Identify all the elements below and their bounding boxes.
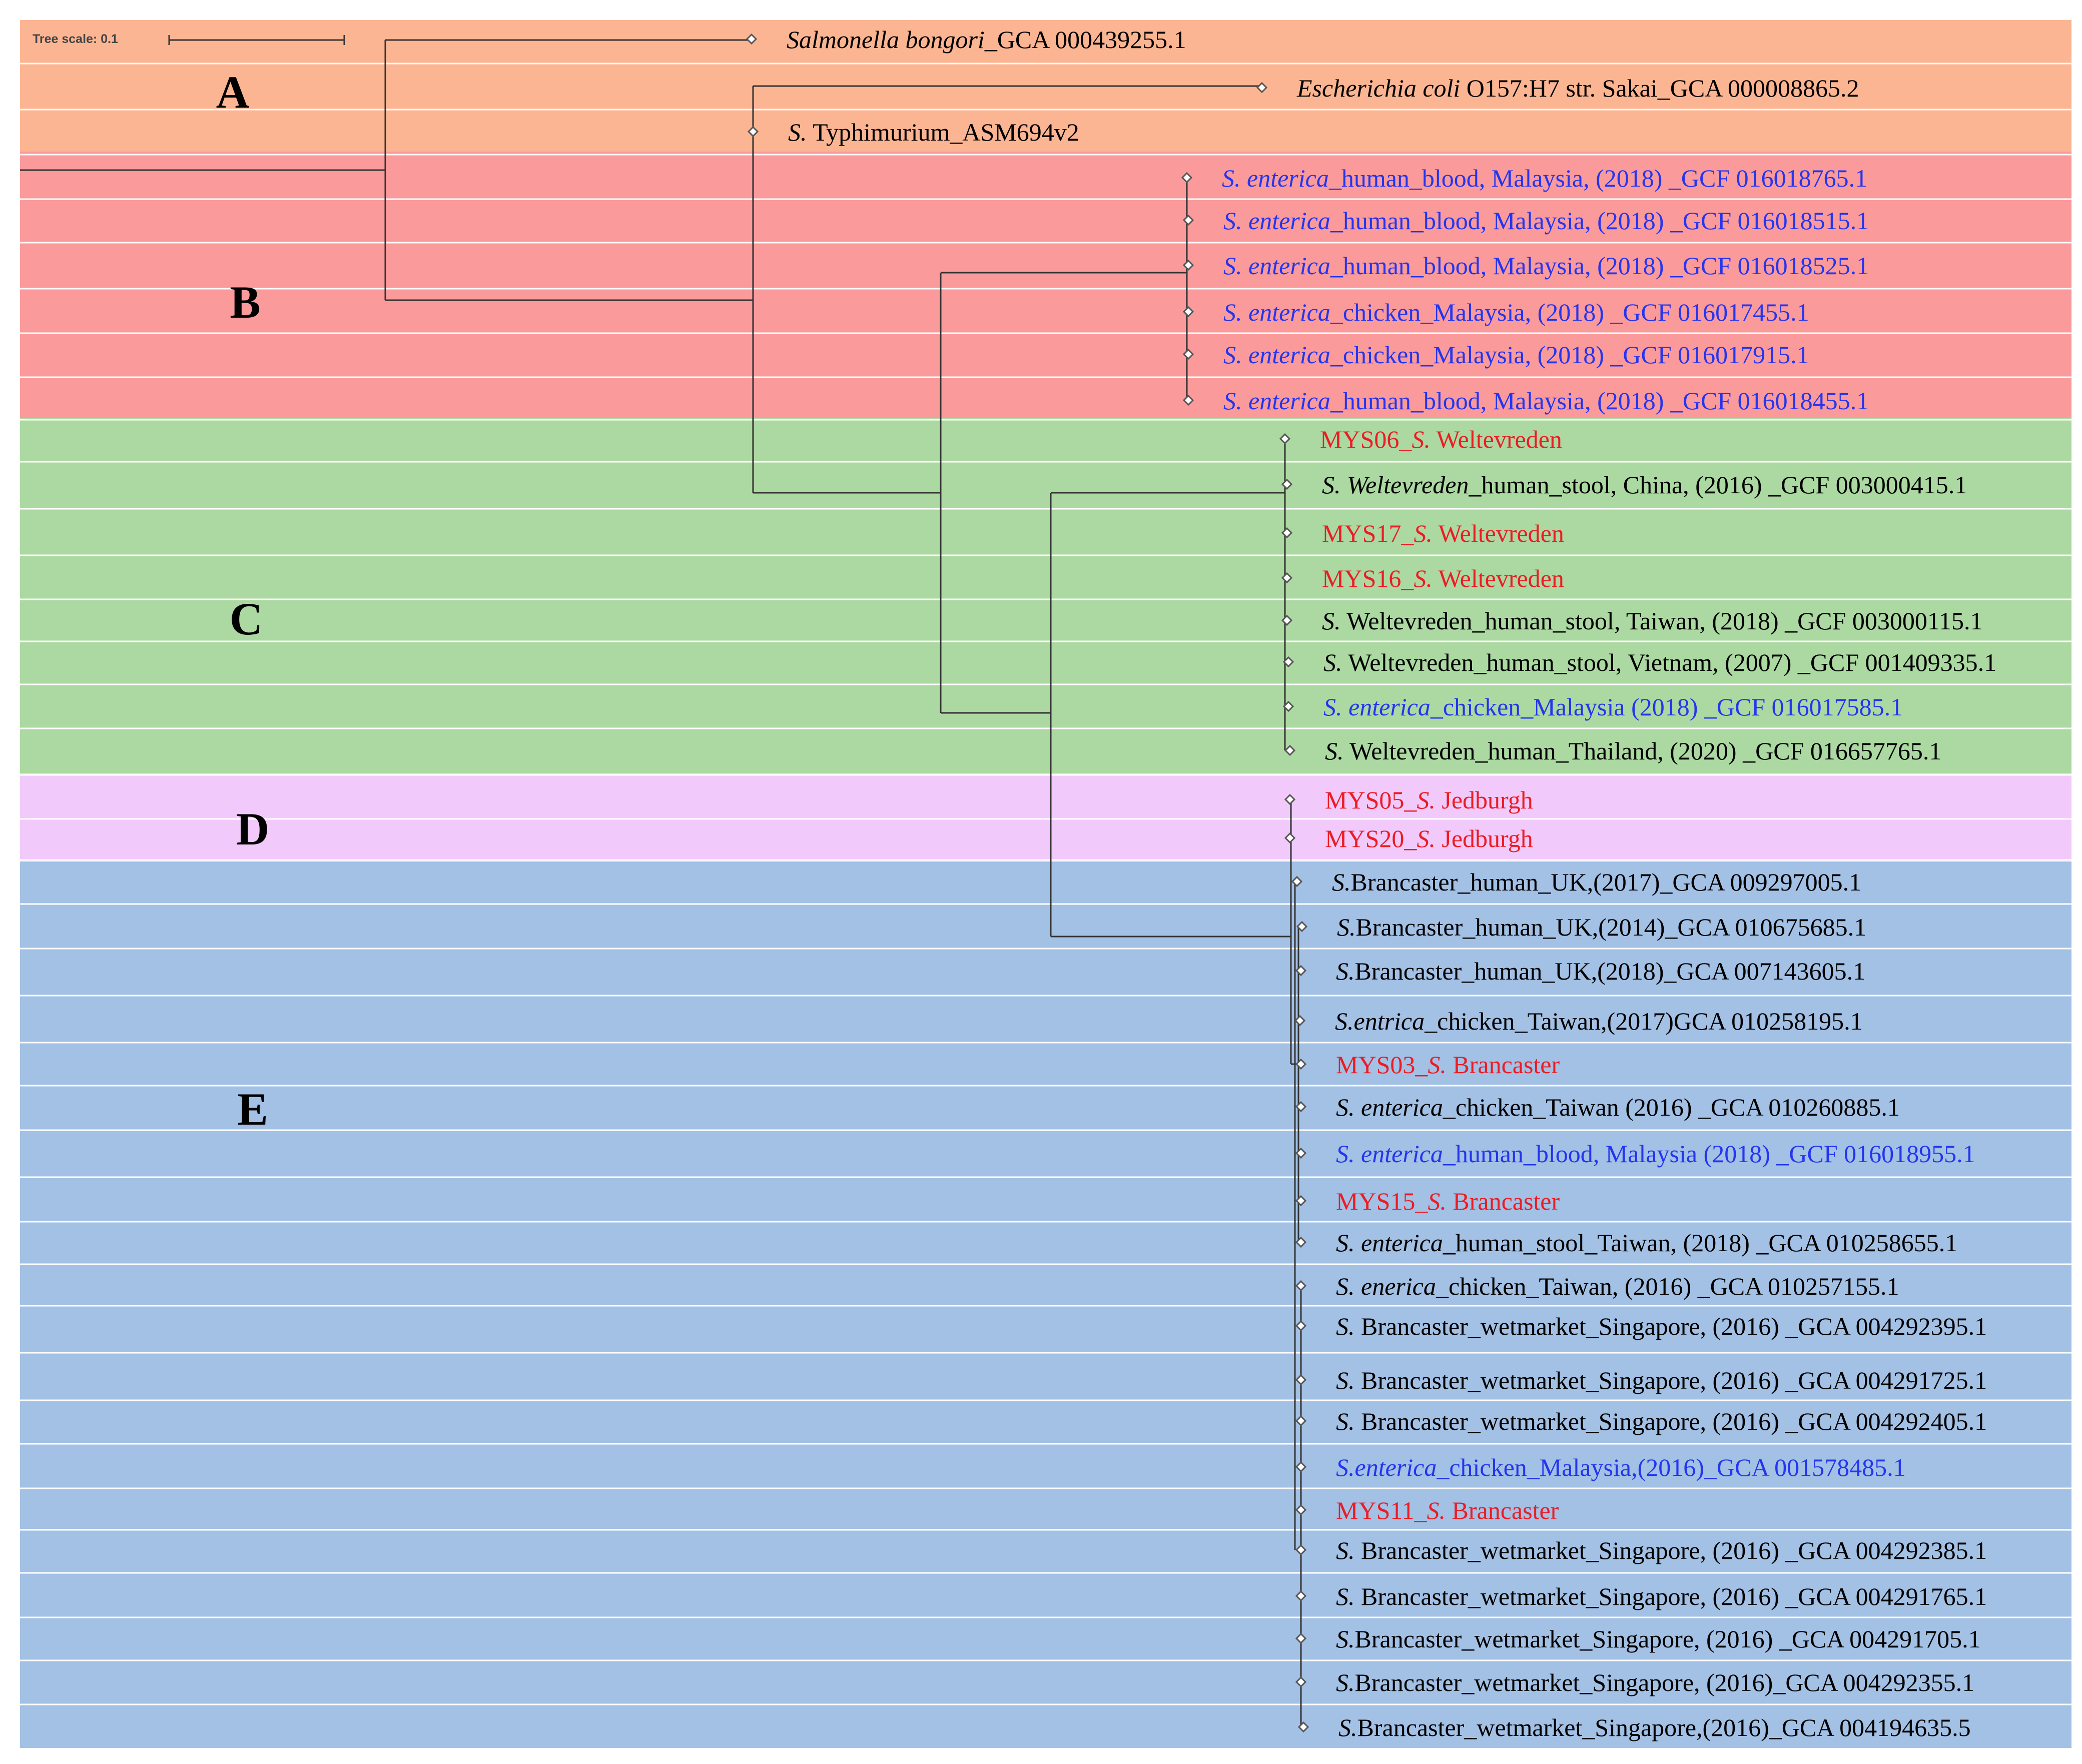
leaf-label [1336, 1187, 1560, 1215]
leaf-label [1336, 1625, 1981, 1653]
leaf-label-part: S. enerica [1336, 1272, 1436, 1300]
leaf-label [1336, 1140, 1975, 1168]
leaf-label-part: Brancaster [1446, 1187, 1560, 1215]
leaf-label [1322, 564, 1564, 592]
leaf-label-part: MYS20_ [1325, 824, 1417, 852]
leaf-label-part: S.entrica [1335, 1007, 1425, 1035]
leaf-label-part: _human_blood, Malaysia (2018) _GCF 016018955.1 [1443, 1140, 1975, 1168]
leaf-label [1223, 387, 1869, 415]
leaf-label-part: _chicken_Malaysia, (2018) _GCF 016017915.1 [1330, 341, 1809, 369]
leaf-label-part: Escherichia coli [1297, 74, 1461, 102]
leaf-label-part: S. [1336, 1582, 1355, 1610]
leaf-label [1223, 298, 1809, 326]
leaf-label [1336, 1496, 1559, 1524]
leaf-label-part: S. [1336, 1536, 1355, 1564]
leaf-label-part: Brancaster_wetmarket_Singapore, (2016) _GCA 004291705.1 [1354, 1625, 1981, 1653]
leaf-label-part: S. [788, 118, 807, 146]
leaf-label [1325, 786, 1533, 814]
leaf-label-part: S. [1336, 1366, 1355, 1394]
leaf-label-part: S. enterica [1336, 1229, 1443, 1257]
leaf-label-part: S. enterica [1223, 298, 1330, 326]
leaf-label-part: Weltevreden_human_stool, Vietnam, (2007) _GCF 001409335.1 [1342, 648, 1997, 676]
leaf-label-part: Brancaster_human_UK,(2018)_GCA 007143605.1 [1354, 957, 1866, 985]
leaf-label [1336, 1407, 1987, 1435]
leaf-label-part: Jedburgh [1435, 824, 1533, 852]
leaf-label [1332, 868, 1861, 896]
leaf-label-part: S. enterica [1223, 341, 1330, 369]
leaf-label-part: Brancaster_wetmarket_Singapore, (2016)_GCA 004292355.1 [1354, 1668, 1975, 1696]
leaf-label-part: Brancaster [1446, 1496, 1559, 1524]
leaf-label-part: MYS11_ [1336, 1496, 1427, 1524]
leaf-label-part: S. [1417, 786, 1436, 814]
leaf-label [787, 26, 1186, 54]
leaf-label-part: _human_stool_Taiwan, (2018) _GCA 010258655.1 [1443, 1229, 1958, 1257]
leaf-label-part: MYS15_ [1336, 1187, 1428, 1215]
leaf-label [788, 118, 1079, 146]
leaf-label-part: S. [1336, 1407, 1355, 1435]
leaf-label-part: S. Weltevreden [1322, 471, 1469, 499]
leaf-label-part: _human_blood, Malaysia, (2018) _GCF 016018455.1 [1330, 387, 1869, 415]
leaf-label-part: S.enterica [1336, 1453, 1437, 1481]
leaf-label [1223, 207, 1869, 235]
leaf-label-part: _chicken_Malaysia,(2016)_GCA 001578485.1 [1437, 1453, 1906, 1481]
leaf-label-part: Brancaster_wetmarket_Singapore, (2016) _GCA 004292405.1 [1354, 1407, 1987, 1435]
leaf-label-part: Salmonella bongori [787, 26, 985, 54]
leaf-label-part: _human_stool, China, (2016) _GCF 003000415.1 [1469, 471, 1967, 499]
leaf-label-part: S. enterica [1222, 164, 1329, 192]
leaf-label [1296, 74, 1859, 102]
leaf-label-part: S. [1427, 1496, 1446, 1524]
leaf-label-part: _chicken_Taiwan,(2017)GCA 010258195.1 [1425, 1007, 1863, 1035]
leaf-label-part: S. [1336, 1312, 1355, 1340]
leaf-label [1336, 1272, 1899, 1300]
leaf-label [1325, 737, 1941, 765]
leaf-label [1223, 341, 1809, 369]
leaf-label [1336, 1536, 1987, 1564]
clade-band-d [20, 773, 2071, 862]
leaf-label-part: Weltevreden_human_stool, Taiwan, (2018) _GCF 003000115.1 [1340, 607, 1983, 635]
leaf-label [1222, 164, 1867, 192]
leaf-label [1336, 1453, 1906, 1481]
leaf-label-part: S. [1417, 824, 1436, 852]
leaf-label [1323, 648, 1996, 676]
leaf-label-part: _human_blood, Malaysia, (2018) _GCF 016018515.1 [1330, 207, 1869, 235]
leaf-label-part: MYS17_ [1322, 519, 1414, 547]
leaf-label [1336, 1229, 1957, 1257]
leaf-label-part: Brancaster_wetmarket_Singapore, (2016) _GCA 004292395.1 [1354, 1312, 1987, 1340]
leaf-label [1336, 957, 1865, 985]
leaf-label [1336, 1668, 1974, 1696]
leaf-label-part: S. [1332, 868, 1351, 896]
leaf-label-part: _chicken_Taiwan, (2016) _GCA 010257155.1 [1436, 1272, 1899, 1300]
leaf-label-part: S. [1336, 1668, 1355, 1696]
leaf-label-part: S. [1336, 957, 1355, 985]
leaf-label-part: Brancaster_wetmarket_Singapore, (2016) _GCA 004292385.1 [1354, 1536, 1987, 1564]
leaf-label-part: Brancaster_wetmarket_Singapore,(2016)_GCA 004194635.5 [1357, 1713, 1971, 1741]
leaf-label-part: S. [1325, 737, 1344, 765]
leaf-label-part: S. [1414, 519, 1433, 547]
leaf-label [1336, 1051, 1560, 1079]
leaf-label-part: Brancaster [1446, 1051, 1560, 1079]
leaf-label [1336, 1582, 1987, 1610]
leaf-label [1336, 1366, 1987, 1394]
leaf-label [1223, 252, 1869, 280]
leaf-label-part: S. enterica [1223, 252, 1330, 280]
leaf-label-part: S. [1428, 1187, 1447, 1215]
leaf-label [1320, 425, 1562, 453]
leaf-label-part: S. enterica [1223, 207, 1330, 235]
leaf-label-part: Weltevreden [1432, 564, 1564, 592]
leaf-label-part: Weltevreden_human_Thailand, (2020) _GCF 016657765.1 [1343, 737, 1942, 765]
leaf-label-part: S. [1414, 564, 1433, 592]
leaf-label [1325, 824, 1533, 852]
clade-letter-b: B [230, 277, 261, 328]
leaf-label-part: MYS16_ [1322, 564, 1414, 592]
leaf-label-part: Brancaster_wetmarket_Singapore, (2016) _GCA 004291765.1 [1354, 1582, 1987, 1610]
clade-letter-d: D [236, 803, 270, 854]
leaf-label-part: S. [1323, 648, 1342, 676]
leaf-label-part: S. enterica [1323, 693, 1431, 721]
leaf-label [1335, 1007, 1863, 1035]
leaf-label-part: _human_blood, Malaysia, (2018) _GCF 016018525.1 [1330, 252, 1869, 280]
leaf-label [1322, 471, 1967, 499]
leaf-label [1337, 913, 1866, 941]
clade-letter-a: A [216, 67, 250, 118]
leaf-label-part: O157:H7 str. Sakai_GCA 000008865.2 [1460, 74, 1859, 102]
leaf-label-part: MYS05_ [1325, 786, 1417, 814]
clade-letter-c: C [229, 593, 263, 644]
leaf-label-part: Brancaster_wetmarket_Singapore, (2016) _GCA 004291725.1 [1354, 1366, 1987, 1394]
leaf-label-part: S. [1412, 425, 1431, 453]
leaf-label-part: S. [1336, 1625, 1355, 1653]
leaf-label-part: Brancaster_human_UK,(2014)_GCA 010675685.1 [1355, 913, 1867, 941]
leaf-label-part: Typhimurium_ASM694v2 [807, 118, 1079, 146]
leaf-label-part: S. enterica [1336, 1140, 1443, 1168]
leaf-label [1322, 519, 1564, 547]
leaf-label [1336, 1093, 1900, 1121]
leaf-label-part: _human_blood, Malaysia, (2018) _GCF 016018765.1 [1328, 164, 1868, 192]
leaf-label [1338, 1713, 1971, 1741]
leaf-label-part: Brancaster_human_UK,(2017)_GCA 009297005.1 [1350, 868, 1862, 896]
leaf-label-part: _chicken_Taiwan (2016) _GCA 010260885.1 [1443, 1093, 1900, 1121]
leaf-label [1323, 693, 1903, 721]
leaf-label-part: Jedburgh [1435, 786, 1533, 814]
leaf-label-part: S. enterica [1336, 1093, 1443, 1121]
leaf-label [1322, 607, 1983, 635]
leaf-label-part: S. [1338, 1713, 1357, 1741]
leaf-label-part: S. [1337, 913, 1356, 941]
leaf-label-part: MYS06_ [1320, 425, 1412, 453]
clade-letter-e: E [237, 1084, 268, 1135]
leaf-label-part: S. enterica [1223, 387, 1330, 415]
leaf-label-part: MYS03_ [1336, 1051, 1428, 1079]
leaf-label-part: _chicken_Malaysia (2018) _GCF 016017585.1 [1430, 693, 1903, 721]
leaf-label-part: Weltevreden [1430, 425, 1562, 453]
leaf-label-part: _chicken_Malaysia, (2018) _GCF 016017455.1 [1330, 298, 1809, 326]
leaf-label-part: Weltevreden [1432, 519, 1564, 547]
leaf-label [1336, 1312, 1987, 1340]
leaf-label-part: S. [1322, 607, 1341, 635]
leaf-label-part: S. [1428, 1051, 1447, 1079]
leaf-label-part: _GCA 000439255.1 [984, 26, 1186, 54]
tree-scale-title: Tree scale: 0.1 [33, 32, 118, 46]
